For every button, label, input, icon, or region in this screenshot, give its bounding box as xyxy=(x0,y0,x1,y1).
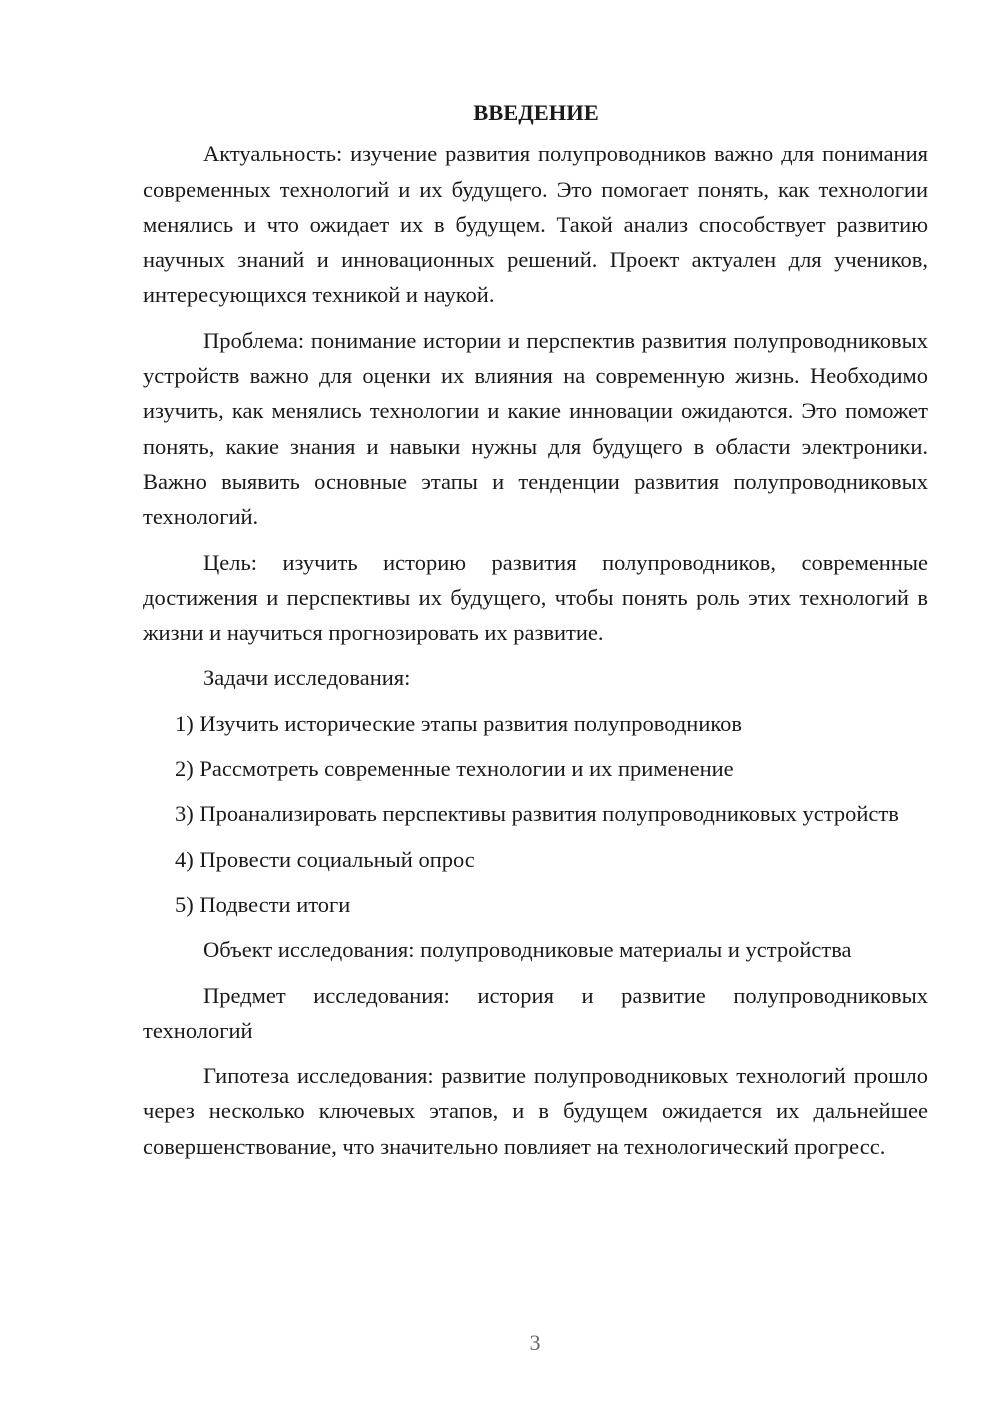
paragraph-subject: Предмет исследования: история и развитие полупроводниковых технологий xyxy=(143,982,928,1043)
document-body xyxy=(143,95,928,1174)
page-title: ВВЕДЕНИЕ xyxy=(473,100,599,125)
page-number: 3 xyxy=(529,1330,541,1355)
tasks-heading: Задачи исследования: xyxy=(203,665,411,691)
task-list-item: 1) Изучить исторические этапы развития полупроводников xyxy=(175,710,743,736)
paragraph-problem: Проблема: понимание истории и перспектив развития полупроводниковых устройств важно для оценки их влияния на современную жизнь. Необходимо изучить, как менялись технологии и какие инновации ожидаются. Это поможет понять, какие знания и навыки нужны для будущего в области электроники. Важно выявить основные этапы и тенденции развития полупроводниковых технологий. xyxy=(143,327,928,530)
task-list-item: 3) Проанализировать перспективы развития полупроводниковых устройств xyxy=(175,801,899,827)
paragraph-hypothesis: Гипотеза исследования: развитие полупроводниковых технологий прошло через несколько ключевых этапов, и в будущем ожидается их дальнейшее совершенствование, что значительно повлияет на технологический прогресс. xyxy=(143,1063,928,1159)
paragraph-object: Объект исследования: полупроводниковые материалы и устройства xyxy=(203,937,852,963)
paragraph-goal: Цель: изучить историю развития полупроводников, современные достижения и перспективы их будущего, чтобы понять роль этих технологий в жизни и научиться прогнозировать их развитие. xyxy=(143,549,928,646)
paragraph-relevance: Актуальность: изучение развития полупроводников важно для понимания современных технологий и их будущего. Это помогает понять, как технологии менялись и что ожидает их в будущем. Такой анализ способствует развитию научных знаний и инновационных решений. Проект актуален для учеников, интересующихся техникой и наукой. xyxy=(143,141,928,308)
task-list-item: 4) Провести социальный опрос xyxy=(175,846,475,872)
task-list-item: 2) Рассмотреть современные технологии и их применение xyxy=(175,756,734,782)
task-list-item: 5) Подвести итоги xyxy=(175,891,351,917)
